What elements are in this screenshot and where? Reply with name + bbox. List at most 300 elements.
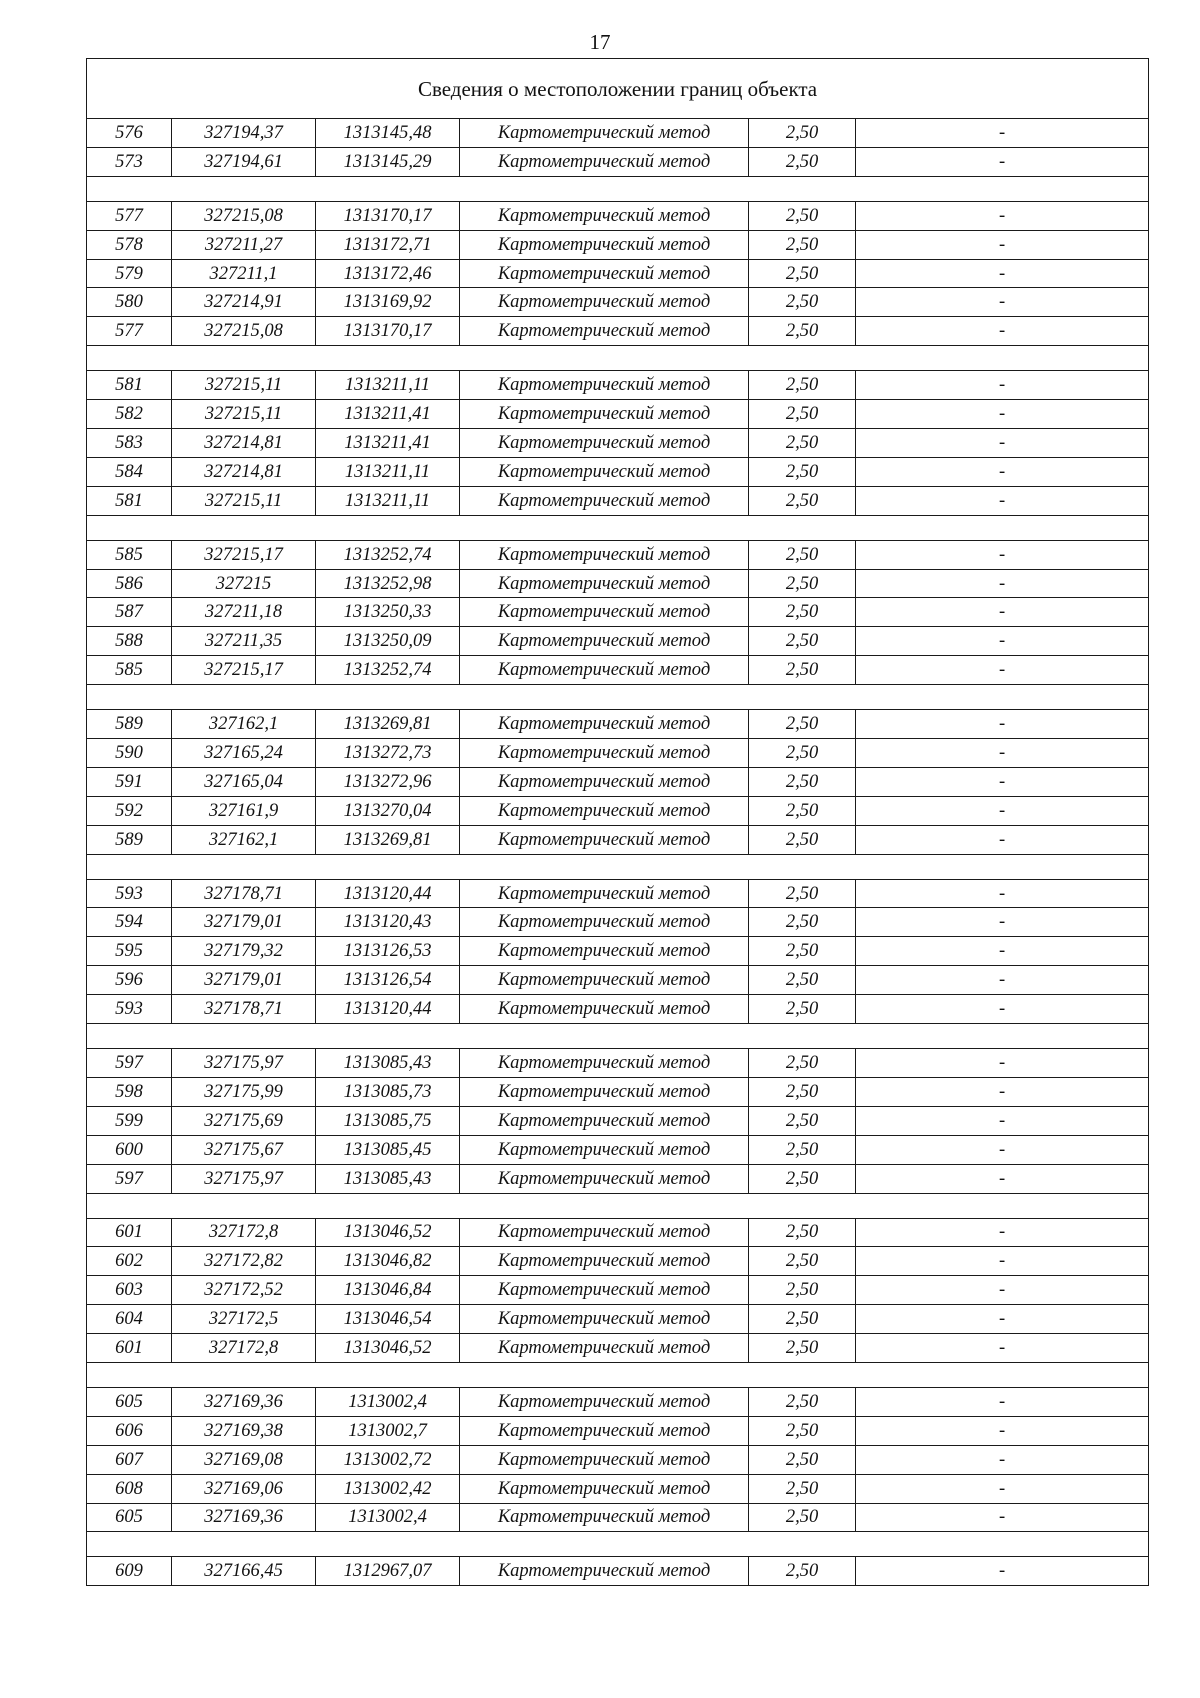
- y-coordinate-cell: 1313211,11: [316, 371, 460, 400]
- accuracy-cell: 2,50: [749, 147, 856, 176]
- x-coordinate-cell: 327169,06: [172, 1474, 316, 1503]
- method-cell: Картометрический метод: [460, 317, 749, 346]
- y-coordinate-cell: 1313120,43: [316, 908, 460, 937]
- table-row: [87, 569, 1149, 598]
- group-separator-row: [87, 1193, 1149, 1218]
- x-coordinate-cell: 327179,01: [172, 908, 316, 937]
- group-separator-row: [87, 685, 1149, 710]
- group-separator-cell: [87, 346, 1149, 371]
- group-separator-row: [87, 176, 1149, 201]
- group-separator-row: [87, 346, 1149, 371]
- method-cell: Картометрический метод: [460, 1106, 749, 1135]
- accuracy-cell: 2,50: [749, 230, 856, 259]
- table-row: [87, 796, 1149, 825]
- method-cell: Картометрический метод: [460, 796, 749, 825]
- x-coordinate-cell: 327166,45: [172, 1557, 316, 1586]
- point-number-cell: 596: [87, 966, 172, 995]
- method-cell: Картометрический метод: [460, 710, 749, 739]
- remark-cell: -: [856, 879, 1149, 908]
- accuracy-cell: 2,50: [749, 1218, 856, 1247]
- group-separator-cell: [87, 854, 1149, 879]
- y-coordinate-cell: 1313250,09: [316, 627, 460, 656]
- x-coordinate-cell: 327172,8: [172, 1334, 316, 1363]
- remark-cell: -: [856, 259, 1149, 288]
- accuracy-cell: 2,50: [749, 908, 856, 937]
- x-coordinate-cell: 327211,1: [172, 259, 316, 288]
- accuracy-cell: 2,50: [749, 767, 856, 796]
- point-number-cell: 577: [87, 317, 172, 346]
- y-coordinate-cell: 1313085,73: [316, 1077, 460, 1106]
- x-coordinate-cell: 327215,11: [172, 400, 316, 429]
- method-cell: Картометрический метод: [460, 1387, 749, 1416]
- remark-cell: -: [856, 1557, 1149, 1586]
- accuracy-cell: 2,50: [749, 1503, 856, 1532]
- group-separator-cell: [87, 685, 1149, 710]
- accuracy-cell: 2,50: [749, 1416, 856, 1445]
- y-coordinate-cell: 1313211,41: [316, 429, 460, 458]
- table-title: Сведения о местоположении границ объекта: [87, 59, 1149, 119]
- method-cell: Картометрический метод: [460, 739, 749, 768]
- point-number-cell: 605: [87, 1387, 172, 1416]
- method-cell: Картометрический метод: [460, 879, 749, 908]
- y-coordinate-cell: 1313145,29: [316, 147, 460, 176]
- table-row: [87, 317, 1149, 346]
- table-row: [87, 1334, 1149, 1363]
- method-cell: Картометрический метод: [460, 457, 749, 486]
- x-coordinate-cell: 327169,08: [172, 1445, 316, 1474]
- y-coordinate-cell: 1313252,74: [316, 656, 460, 685]
- remark-cell: -: [856, 1049, 1149, 1078]
- x-coordinate-cell: 327211,18: [172, 598, 316, 627]
- point-number-cell: 589: [87, 710, 172, 739]
- remark-cell: -: [856, 457, 1149, 486]
- table-row: [87, 1218, 1149, 1247]
- method-cell: Картометрический метод: [460, 569, 749, 598]
- method-cell: Картометрический метод: [460, 230, 749, 259]
- accuracy-cell: 2,50: [749, 288, 856, 317]
- point-number-cell: 599: [87, 1106, 172, 1135]
- y-coordinate-cell: 1313085,43: [316, 1049, 460, 1078]
- point-number-cell: 593: [87, 879, 172, 908]
- point-number-cell: 592: [87, 796, 172, 825]
- y-coordinate-cell: 1313250,33: [316, 598, 460, 627]
- point-number-cell: 607: [87, 1445, 172, 1474]
- table-row: [87, 656, 1149, 685]
- x-coordinate-cell: 327175,99: [172, 1077, 316, 1106]
- x-coordinate-cell: 327172,5: [172, 1305, 316, 1334]
- accuracy-cell: 2,50: [749, 995, 856, 1024]
- page-number: 17: [589, 30, 611, 54]
- y-coordinate-cell: 1313252,74: [316, 540, 460, 569]
- point-number-cell: 577: [87, 201, 172, 230]
- point-number-cell: 603: [87, 1276, 172, 1305]
- x-coordinate-cell: 327172,82: [172, 1247, 316, 1276]
- method-cell: Картометрический метод: [460, 1049, 749, 1078]
- y-coordinate-cell: 1313269,81: [316, 710, 460, 739]
- method-cell: Картометрический метод: [460, 371, 749, 400]
- x-coordinate-cell: 327162,1: [172, 825, 316, 854]
- x-coordinate-cell: 327214,91: [172, 288, 316, 317]
- accuracy-cell: 2,50: [749, 1077, 856, 1106]
- table-row: [87, 825, 1149, 854]
- y-coordinate-cell: 1313046,84: [316, 1276, 460, 1305]
- point-number-cell: 586: [87, 569, 172, 598]
- group-separator-cell: [87, 1362, 1149, 1387]
- remark-cell: -: [856, 201, 1149, 230]
- remark-cell: -: [856, 627, 1149, 656]
- accuracy-cell: 2,50: [749, 119, 856, 148]
- method-cell: Картометрический метод: [460, 201, 749, 230]
- group-separator-row: [87, 515, 1149, 540]
- accuracy-cell: 2,50: [749, 457, 856, 486]
- remark-cell: -: [856, 937, 1149, 966]
- method-cell: Картометрический метод: [460, 1445, 749, 1474]
- x-coordinate-cell: 327178,71: [172, 879, 316, 908]
- method-cell: Картометрический метод: [460, 1305, 749, 1334]
- y-coordinate-cell: 1313172,71: [316, 230, 460, 259]
- x-coordinate-cell: 327215,17: [172, 540, 316, 569]
- method-cell: Картометрический метод: [460, 1218, 749, 1247]
- point-number-cell: 580: [87, 288, 172, 317]
- point-number-cell: 595: [87, 937, 172, 966]
- x-coordinate-cell: 327194,37: [172, 119, 316, 148]
- y-coordinate-cell: 1313126,53: [316, 937, 460, 966]
- table-row: [87, 1049, 1149, 1078]
- x-coordinate-cell: 327215,11: [172, 371, 316, 400]
- y-coordinate-cell: 1313085,75: [316, 1106, 460, 1135]
- table-row: [87, 457, 1149, 486]
- y-coordinate-cell: 1313120,44: [316, 879, 460, 908]
- x-coordinate-cell: 327172,52: [172, 1276, 316, 1305]
- table-row: [87, 1077, 1149, 1106]
- remark-cell: -: [856, 371, 1149, 400]
- method-cell: Картометрический метод: [460, 147, 749, 176]
- remark-cell: -: [856, 569, 1149, 598]
- y-coordinate-cell: 1313170,17: [316, 201, 460, 230]
- method-cell: Картометрический метод: [460, 1416, 749, 1445]
- point-number-cell: 606: [87, 1416, 172, 1445]
- table-row: [87, 259, 1149, 288]
- method-cell: Картометрический метод: [460, 1503, 749, 1532]
- remark-cell: -: [856, 540, 1149, 569]
- remark-cell: -: [856, 825, 1149, 854]
- method-cell: Картометрический метод: [460, 908, 749, 937]
- group-separator-row: [87, 1532, 1149, 1557]
- accuracy-cell: 2,50: [749, 656, 856, 685]
- remark-cell: -: [856, 1135, 1149, 1164]
- remark-cell: -: [856, 119, 1149, 148]
- y-coordinate-cell: 1313211,11: [316, 457, 460, 486]
- remark-cell: -: [856, 429, 1149, 458]
- method-cell: Картометрический метод: [460, 825, 749, 854]
- remark-cell: -: [856, 486, 1149, 515]
- group-separator-cell: [87, 515, 1149, 540]
- x-coordinate-cell: 327215,08: [172, 317, 316, 346]
- point-number-cell: 589: [87, 825, 172, 854]
- x-coordinate-cell: 327211,35: [172, 627, 316, 656]
- x-coordinate-cell: 327179,32: [172, 937, 316, 966]
- point-number-cell: 578: [87, 230, 172, 259]
- point-number-cell: 600: [87, 1135, 172, 1164]
- table-row: [87, 1276, 1149, 1305]
- point-number-cell: 608: [87, 1474, 172, 1503]
- table-row: [87, 147, 1149, 176]
- point-number-cell: 601: [87, 1334, 172, 1363]
- point-number-cell: 587: [87, 598, 172, 627]
- x-coordinate-cell: 327169,36: [172, 1503, 316, 1532]
- remark-cell: -: [856, 1445, 1149, 1474]
- method-cell: Картометрический метод: [460, 656, 749, 685]
- accuracy-cell: 2,50: [749, 317, 856, 346]
- x-coordinate-cell: 327211,27: [172, 230, 316, 259]
- y-coordinate-cell: 1313169,92: [316, 288, 460, 317]
- point-number-cell: 597: [87, 1164, 172, 1193]
- point-number-cell: 581: [87, 371, 172, 400]
- y-coordinate-cell: 1313211,11: [316, 486, 460, 515]
- table-row: [87, 1503, 1149, 1532]
- x-coordinate-cell: 327178,71: [172, 995, 316, 1024]
- y-coordinate-cell: 1313085,45: [316, 1135, 460, 1164]
- y-coordinate-cell: 1313046,54: [316, 1305, 460, 1334]
- accuracy-cell: 2,50: [749, 486, 856, 515]
- x-coordinate-cell: 327161,9: [172, 796, 316, 825]
- table-row: [87, 288, 1149, 317]
- remark-cell: -: [856, 1077, 1149, 1106]
- method-cell: Картометрический метод: [460, 1557, 749, 1586]
- method-cell: Картометрический метод: [460, 1077, 749, 1106]
- x-coordinate-cell: 327175,69: [172, 1106, 316, 1135]
- group-separator-cell: [87, 1532, 1149, 1557]
- point-number-cell: 588: [87, 627, 172, 656]
- boundary-coordinates-table: [86, 58, 1149, 1586]
- point-number-cell: 573: [87, 147, 172, 176]
- method-cell: Картометрический метод: [460, 937, 749, 966]
- table-row: [87, 400, 1149, 429]
- group-separator-row: [87, 1362, 1149, 1387]
- table-row: [87, 201, 1149, 230]
- x-coordinate-cell: 327162,1: [172, 710, 316, 739]
- x-coordinate-cell: 327165,04: [172, 767, 316, 796]
- accuracy-cell: 2,50: [749, 429, 856, 458]
- table-row: [87, 1164, 1149, 1193]
- remark-cell: -: [856, 710, 1149, 739]
- table-body: [87, 59, 1149, 1586]
- x-coordinate-cell: 327194,61: [172, 147, 316, 176]
- remark-cell: -: [856, 1164, 1149, 1193]
- point-number-cell: 601: [87, 1218, 172, 1247]
- point-number-cell: 593: [87, 995, 172, 1024]
- x-coordinate-cell: 327214,81: [172, 429, 316, 458]
- point-number-cell: 602: [87, 1247, 172, 1276]
- accuracy-cell: 2,50: [749, 1445, 856, 1474]
- accuracy-cell: 2,50: [749, 540, 856, 569]
- group-separator-row: [87, 1024, 1149, 1049]
- table-row: [87, 627, 1149, 656]
- group-separator-row: [87, 854, 1149, 879]
- table-row: [87, 995, 1149, 1024]
- accuracy-cell: 2,50: [749, 796, 856, 825]
- point-number-cell: 584: [87, 457, 172, 486]
- point-number-cell: 594: [87, 908, 172, 937]
- group-separator-cell: [87, 176, 1149, 201]
- remark-cell: -: [856, 1276, 1149, 1305]
- point-number-cell: 579: [87, 259, 172, 288]
- point-number-cell: 583: [87, 429, 172, 458]
- y-coordinate-cell: 1313002,4: [316, 1503, 460, 1532]
- accuracy-cell: 2,50: [749, 1106, 856, 1135]
- accuracy-cell: 2,50: [749, 1474, 856, 1503]
- remark-cell: -: [856, 1247, 1149, 1276]
- table-row: [87, 1474, 1149, 1503]
- accuracy-cell: 2,50: [749, 1334, 856, 1363]
- y-coordinate-cell: 1313145,48: [316, 119, 460, 148]
- y-coordinate-cell: 1313002,42: [316, 1474, 460, 1503]
- accuracy-cell: 2,50: [749, 1247, 856, 1276]
- remark-cell: -: [856, 656, 1149, 685]
- table-row: [87, 1247, 1149, 1276]
- x-coordinate-cell: 327215,17: [172, 656, 316, 685]
- remark-cell: -: [856, 1334, 1149, 1363]
- y-coordinate-cell: 1313270,04: [316, 796, 460, 825]
- accuracy-cell: 2,50: [749, 259, 856, 288]
- point-number-cell: 581: [87, 486, 172, 515]
- x-coordinate-cell: 327175,97: [172, 1049, 316, 1078]
- y-coordinate-cell: 1313272,96: [316, 767, 460, 796]
- method-cell: Картометрический метод: [460, 1474, 749, 1503]
- accuracy-cell: 2,50: [749, 825, 856, 854]
- table-row: [87, 1305, 1149, 1334]
- table-row: [87, 767, 1149, 796]
- method-cell: Картометрический метод: [460, 1247, 749, 1276]
- accuracy-cell: 2,50: [749, 569, 856, 598]
- x-coordinate-cell: 327215,11: [172, 486, 316, 515]
- table-row: [87, 879, 1149, 908]
- remark-cell: -: [856, 230, 1149, 259]
- accuracy-cell: 2,50: [749, 201, 856, 230]
- accuracy-cell: 2,50: [749, 1305, 856, 1334]
- remark-cell: -: [856, 598, 1149, 627]
- y-coordinate-cell: 1313085,43: [316, 1164, 460, 1193]
- table-row: [87, 908, 1149, 937]
- point-number-cell: 585: [87, 656, 172, 685]
- remark-cell: -: [856, 1305, 1149, 1334]
- x-coordinate-cell: 327175,67: [172, 1135, 316, 1164]
- table-row: [87, 1557, 1149, 1586]
- table-row: [87, 966, 1149, 995]
- point-number-cell: 604: [87, 1305, 172, 1334]
- table-row: [87, 230, 1149, 259]
- y-coordinate-cell: 1313211,41: [316, 400, 460, 429]
- remark-cell: -: [856, 1416, 1149, 1445]
- method-cell: Картометрический метод: [460, 540, 749, 569]
- group-separator-cell: [87, 1193, 1149, 1218]
- point-number-cell: 609: [87, 1557, 172, 1586]
- method-cell: Картометрический метод: [460, 598, 749, 627]
- accuracy-cell: 2,50: [749, 1276, 856, 1305]
- remark-cell: -: [856, 908, 1149, 937]
- y-coordinate-cell: 1313126,54: [316, 966, 460, 995]
- x-coordinate-cell: 327215: [172, 569, 316, 598]
- table-row: [87, 486, 1149, 515]
- remark-cell: -: [856, 147, 1149, 176]
- table-row: [87, 1416, 1149, 1445]
- remark-cell: -: [856, 796, 1149, 825]
- remark-cell: -: [856, 288, 1149, 317]
- accuracy-cell: 2,50: [749, 627, 856, 656]
- y-coordinate-cell: 1313002,7: [316, 1416, 460, 1445]
- table-row: [87, 937, 1149, 966]
- point-number-cell: 585: [87, 540, 172, 569]
- y-coordinate-cell: 1313046,52: [316, 1334, 460, 1363]
- x-coordinate-cell: 327169,36: [172, 1387, 316, 1416]
- remark-cell: -: [856, 1503, 1149, 1532]
- point-number-cell: 576: [87, 119, 172, 148]
- method-cell: Картометрический метод: [460, 627, 749, 656]
- accuracy-cell: 2,50: [749, 879, 856, 908]
- accuracy-cell: 2,50: [749, 1049, 856, 1078]
- group-separator-cell: [87, 1024, 1149, 1049]
- x-coordinate-cell: 327175,97: [172, 1164, 316, 1193]
- table-row: [87, 1445, 1149, 1474]
- remark-cell: -: [856, 1474, 1149, 1503]
- x-coordinate-cell: 327172,8: [172, 1218, 316, 1247]
- method-cell: Картометрический метод: [460, 966, 749, 995]
- y-coordinate-cell: 1313002,4: [316, 1387, 460, 1416]
- remark-cell: -: [856, 1387, 1149, 1416]
- x-coordinate-cell: 327165,24: [172, 739, 316, 768]
- table-row: [87, 1135, 1149, 1164]
- y-coordinate-cell: 1313272,73: [316, 739, 460, 768]
- accuracy-cell: 2,50: [749, 739, 856, 768]
- method-cell: Картометрический метод: [460, 429, 749, 458]
- table-title-row: [87, 59, 1149, 119]
- accuracy-cell: 2,50: [749, 1557, 856, 1586]
- y-coordinate-cell: 1312967,07: [316, 1557, 460, 1586]
- y-coordinate-cell: 1313172,46: [316, 259, 460, 288]
- remark-cell: -: [856, 1106, 1149, 1135]
- y-coordinate-cell: 1313046,52: [316, 1218, 460, 1247]
- table-row: [87, 739, 1149, 768]
- table-row: [87, 710, 1149, 739]
- table-row: [87, 119, 1149, 148]
- method-cell: Картометрический метод: [460, 259, 749, 288]
- remark-cell: -: [856, 317, 1149, 346]
- remark-cell: -: [856, 739, 1149, 768]
- accuracy-cell: 2,50: [749, 1135, 856, 1164]
- method-cell: Картометрический метод: [460, 119, 749, 148]
- remark-cell: -: [856, 966, 1149, 995]
- table-row: [87, 598, 1149, 627]
- table-row: [87, 1106, 1149, 1135]
- remark-cell: -: [856, 1218, 1149, 1247]
- table-row: [87, 1387, 1149, 1416]
- table-row: [87, 371, 1149, 400]
- accuracy-cell: 2,50: [749, 400, 856, 429]
- table-row: [87, 429, 1149, 458]
- y-coordinate-cell: 1313046,82: [316, 1247, 460, 1276]
- x-coordinate-cell: 327214,81: [172, 457, 316, 486]
- point-number-cell: 605: [87, 1503, 172, 1532]
- method-cell: Картометрический метод: [460, 995, 749, 1024]
- x-coordinate-cell: 327215,08: [172, 201, 316, 230]
- point-number-cell: 591: [87, 767, 172, 796]
- y-coordinate-cell: 1313120,44: [316, 995, 460, 1024]
- x-coordinate-cell: 327179,01: [172, 966, 316, 995]
- accuracy-cell: 2,50: [749, 937, 856, 966]
- y-coordinate-cell: 1313170,17: [316, 317, 460, 346]
- remark-cell: -: [856, 767, 1149, 796]
- method-cell: Картометрический метод: [460, 767, 749, 796]
